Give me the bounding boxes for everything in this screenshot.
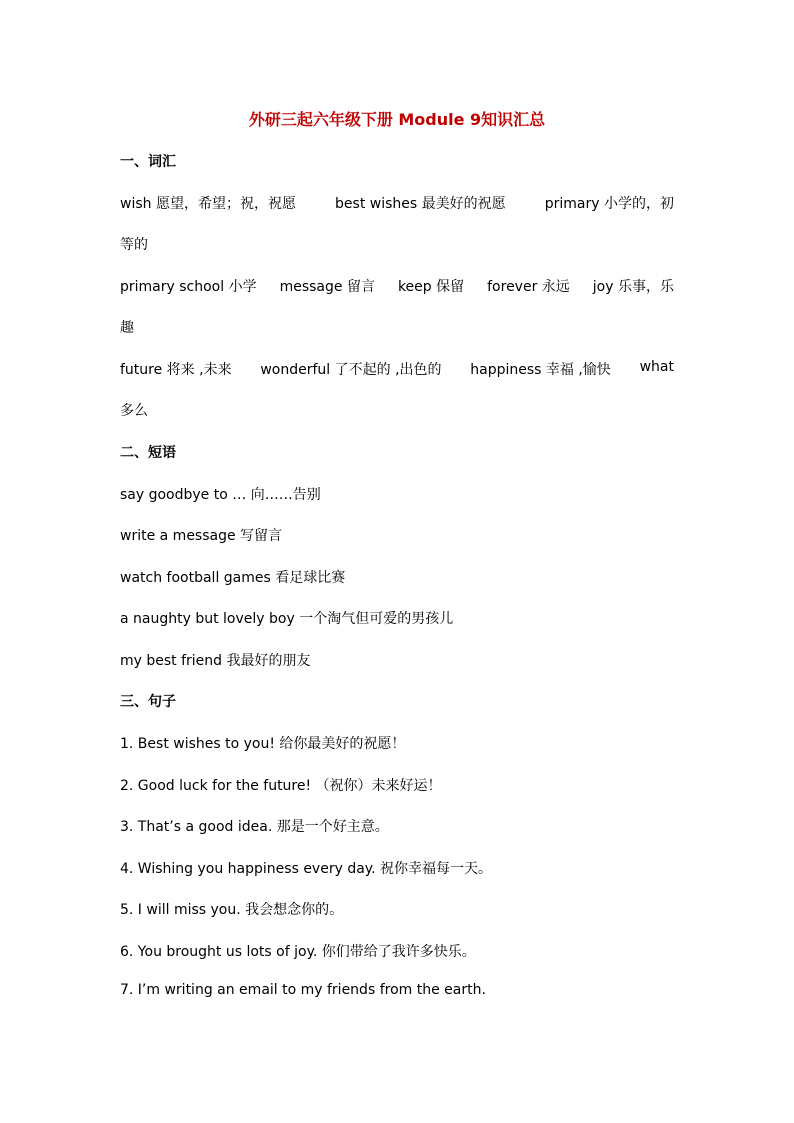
sentence-line: 3. That’s a good idea. 那是一个好主意。	[120, 819, 389, 835]
vocab-entry: joy 乐事，乐	[592, 279, 674, 295]
vocab-line-1	[120, 193, 674, 213]
sentence-line: 1. Best wishes to you! 给你最美好的祝愿！	[120, 736, 406, 752]
phrase-line: a naughty but lovely boy 一个淘气但可爱的男孩儿	[120, 611, 454, 627]
document-title: 外研三起六年级下册 Module 9知识汇总	[248, 110, 546, 129]
vocab-line-2	[120, 276, 674, 296]
vocab-entry: what	[639, 359, 674, 375]
vocab-entry: message 留言	[279, 279, 375, 295]
vocab-entry: happiness 幸福 ,愉快	[470, 362, 611, 378]
vocab-line-continuation: 等的	[120, 237, 148, 253]
section-heading-sentences: 三、句子	[120, 694, 176, 710]
vocab-entry: primary 小学的，初	[544, 196, 674, 212]
vocab-entry: wonderful 了不起的 ,出色的	[260, 362, 442, 378]
sentence-line: 4. Wishing you happiness every day. 祝你幸福每一天。	[120, 861, 492, 877]
sentence-line: 5. I will miss you. 我会想念你的。	[120, 902, 344, 918]
phrase-line: watch football games 看足球比赛	[120, 570, 346, 586]
vocab-entry: future 将来 ,未来	[120, 362, 232, 378]
sentence-line: 6. You brought us lots of joy. 你们带给了我许多快乐。	[120, 944, 476, 960]
section-heading-vocabulary: 一、词汇	[120, 154, 176, 170]
vocab-line-continuation: 多么	[120, 403, 148, 419]
phrase-line: write a message 写留言	[120, 528, 283, 544]
vocab-entry: wish 愿望，希望；祝，祝愿	[120, 196, 296, 212]
sentence-line: 2. Good luck for the future! （祝你）未来好运！	[120, 778, 442, 794]
vocab-entry: primary school 小学	[120, 279, 257, 295]
phrase-line: my best friend 我最好的朋友	[120, 653, 311, 669]
vocab-entry: best wishes 最美好的祝愿	[335, 196, 506, 212]
vocab-entry: keep 保留	[397, 279, 465, 295]
vocab-line-continuation: 趣	[120, 320, 134, 336]
section-heading-phrases: 二、短语	[120, 445, 176, 461]
vocab-entry: forever 永远	[487, 279, 570, 295]
phrase-line: say goodbye to … 向……告别	[120, 487, 321, 503]
vocab-line-3	[120, 359, 674, 379]
sentence-line: 7. I’m writing an email to my friends from the earth.	[120, 982, 486, 998]
